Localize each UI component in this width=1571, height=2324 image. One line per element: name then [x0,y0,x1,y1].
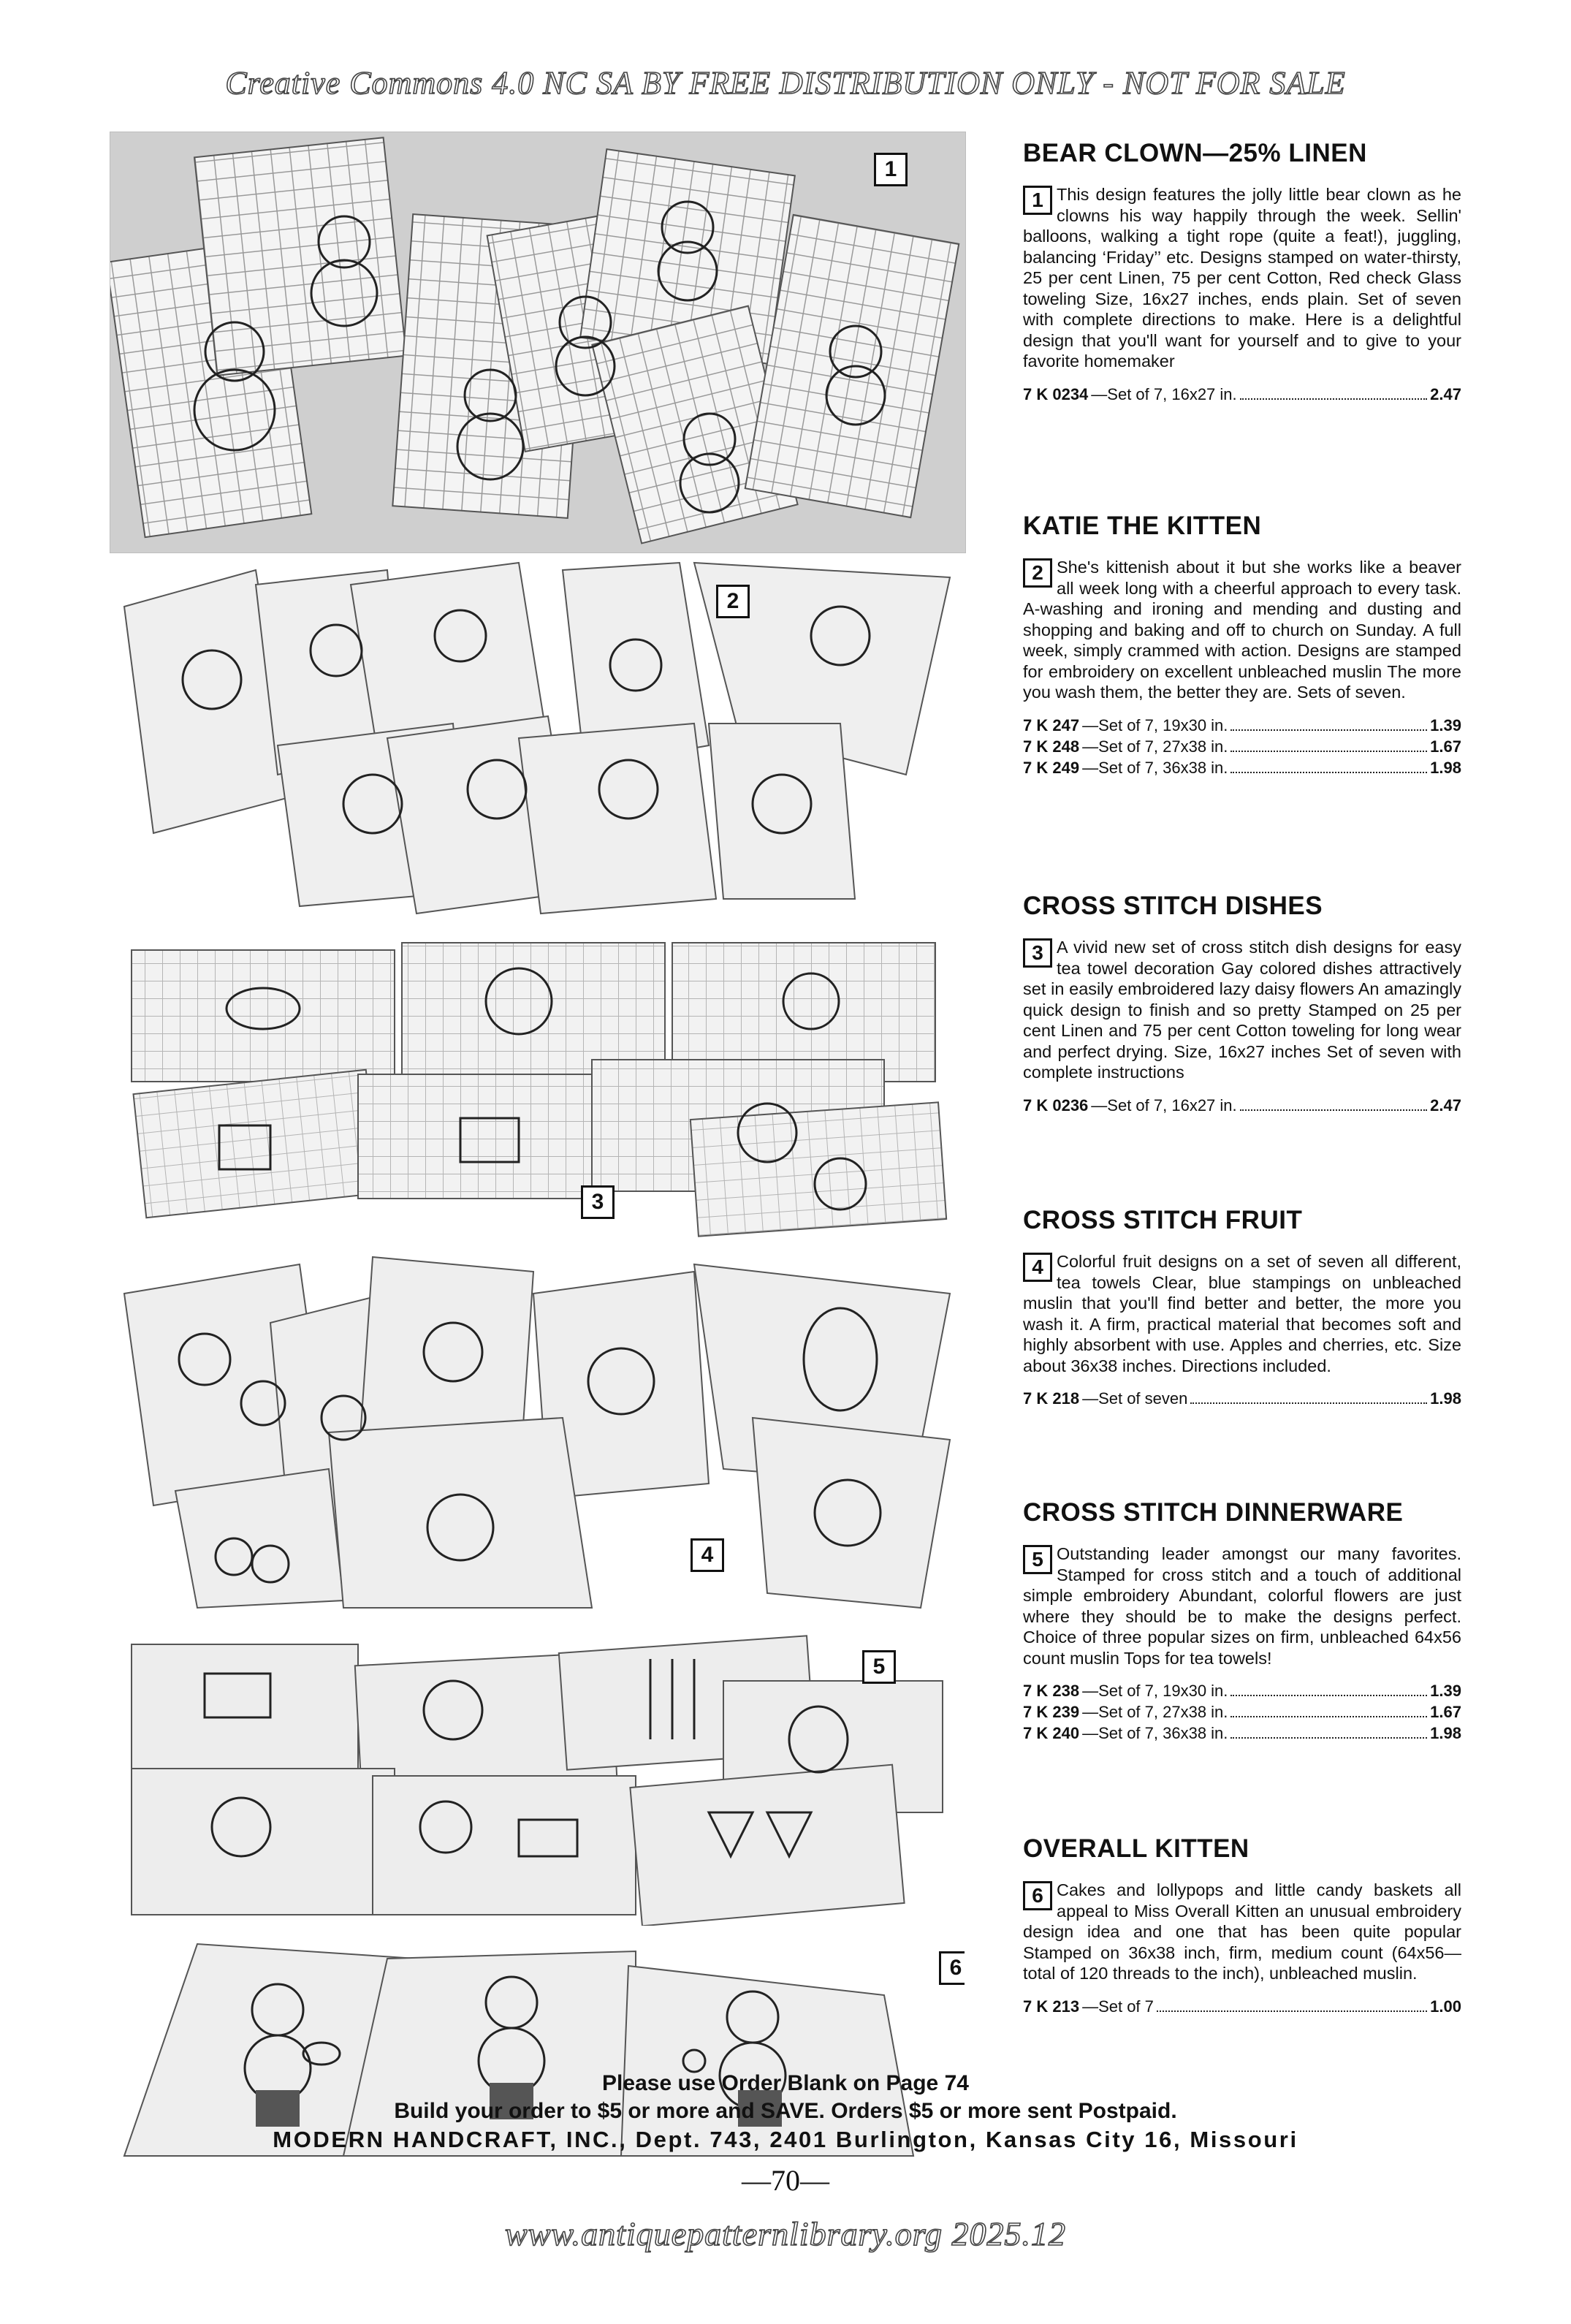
order-price: 2.47 [1430,384,1461,403]
item-number-box: 3 [1023,938,1052,968]
item-number-box: 4 [1023,1253,1052,1282]
dot-leader [1230,729,1427,731]
item-katie-the-kitten [1023,512,1461,778]
dot-leader [1230,1716,1427,1717]
dot-leader [1190,1402,1427,1404]
order-desc: —Set of 7, 27x38 in. [1082,1703,1228,1721]
cross-stitch-dishes-photo [110,928,965,1242]
item-description-text: Outstanding leader amongst our many favorites. Stamped for cross stitch and a touch of additional simple embroidery Abundant, colorful flowers are just where they should be to make the designs perfect. Choice of three popular sizes on firm, unbleached 64x56 count muslin Tops for tea towels! [1023,1544,1461,1668]
dot-leader [1230,772,1427,773]
item-overall-kitten [1023,1834,1461,2017]
photo-number-6: 6 [939,1951,965,1985]
order-price: 1.67 [1430,1703,1461,1721]
item-description-text: Cakes and lollypops and little candy baskets all appeal to Miss Overall Kitten an unusual embroidery design idea and one that has been quite popular Stamped on 36x38 inch, firm, medium count (64x56—total of 120 threads to the inch), unbleached muslin. [1023,1880,1461,1983]
cross-stitch-dishes-towels-image [110,928,965,1242]
page-number: —70— [742,2164,829,2197]
order-desc: —Set of 7 [1082,1997,1154,2016]
order-line [1023,1701,1461,1723]
katie-kitten-photo [110,555,965,924]
order-desc: —Set of 7, 16x27 in. [1091,1095,1237,1114]
order-code: 7 K 238 [1023,1682,1080,1700]
item-description [1023,1543,1461,1668]
order-desc: —Set of 7, 27x38 in. [1082,737,1228,756]
item-title: BEAR CLOWN—25% LINEN [1023,139,1367,167]
company-address: MODERN HANDCRAFT, INC., Dept. 743, 2401 Burlington, Kansas City 16, Missouri [273,2127,1298,2152]
order-line [1023,1723,1461,1744]
bear-clown-photo [110,132,966,553]
order-code: 7 K 0236 [1023,1095,1089,1114]
photo-number-1: 1 [874,153,908,186]
cross-stitch-fruit-towels-image [110,1250,965,1615]
order-blank-note: Please use Order Blank on Page 74 [602,2071,969,2095]
item-title: CROSS STITCH DINNERWARE [1023,1498,1404,1527]
library-url-banner: www.antiquepatternlibrary.org 2025.12 [505,2215,1066,2252]
order-line [1023,1095,1461,1116]
item-cross-stitch-fruit [1023,1206,1461,1409]
item-number-box: 5 [1023,1545,1052,1574]
dot-leader [1230,751,1427,752]
cross-stitch-fruit-photo [110,1250,965,1615]
order-line [1023,384,1461,405]
order-price: 1.00 [1430,1997,1461,2016]
order-price: 1.98 [1430,758,1461,777]
item-number-box: 6 [1023,1881,1052,1910]
photo-number-2: 2 [716,585,750,618]
item-title: KATIE THE KITTEN [1023,512,1262,540]
order-price: 1.39 [1430,715,1461,734]
bear-clown-towels-image [110,132,965,552]
item-description [1023,1251,1461,1376]
item-description [1023,1880,1461,1984]
item-title: CROSS STITCH DISHES [1023,892,1323,920]
item-number-box: 2 [1023,558,1052,588]
order-code: 7 K 239 [1023,1703,1080,1721]
order-price: 1.67 [1430,737,1461,756]
order-code: 7 K 0234 [1023,384,1089,403]
order-code: 7 K 247 [1023,715,1080,734]
photo-number-4: 4 [691,1538,724,1572]
photo-column [110,132,965,2032]
dot-leader [1240,1109,1428,1111]
item-cross-stitch-dishes [1023,892,1461,1116]
cross-stitch-dinnerware-photo [110,1630,965,1926]
dot-leader [1230,1737,1427,1739]
item-title: CROSS STITCH FRUIT [1023,1206,1303,1234]
item-number-box: 1 [1023,186,1052,215]
order-line [1023,1680,1461,1701]
item-description-text: This design features the jolly little bear clown as he clowns his way happily through the week. Sellin' balloons, walking a tight rope (quite a feat!), juggling, balancing ‘Friday’’ etc. Designs stamped on water-thirsty, 25 per cent Linen, 75 per cent Cotton, Red check Glass toweling Size, 16x27 inches, ends plain. Set of seven with complete directions to make. Here is a delightful design that you'll want for yourself and to give to your favorite homemaker [1023,185,1461,371]
order-code: 7 K 213 [1023,1997,1080,2016]
item-bear-clown [1023,139,1461,405]
order-desc: —Set of 7, 36x38 in. [1082,1724,1228,1742]
dot-leader [1157,2010,1427,2012]
item-description-text: Colorful fruit designs on a set of seven all different, tea towels Clear, blue stampings on unbleached muslin that you'll find better and better, the more you wash it. A firm, practical material that becomes soft and highly absorbent with use. Apples and cherries, etc. Size about 36x38 inches. Directions included. [1023,1252,1461,1375]
page-footer [0,2070,1571,2154]
order-desc: —Set of 7, 16x27 in. [1091,384,1237,403]
order-desc: —Set of 7, 19x30 in. [1082,1682,1228,1700]
order-price: 1.98 [1430,1724,1461,1742]
item-title: OVERALL KITTEN [1023,1834,1249,1863]
order-line [1023,757,1461,778]
item-description [1023,184,1461,372]
order-desc: —Set of seven [1082,1389,1188,1408]
order-desc: —Set of 7, 19x30 in. [1082,715,1228,734]
item-description-text: A vivid new set of cross stitch dish designs for easy tea towel decoration Gay colored dishes attractively set in easily embroidered lazy daisy flowers An amazingly quick design to finish and so pretty Stamped on 25 per cent Linen and 75 per cent Cotton toweling for long wear and perfect drying. Size, 16x27 inches Set of seven with complete instructions [1023,938,1461,1082]
item-cross-stitch-dinnerware [1023,1498,1461,1744]
order-desc: —Set of 7, 36x38 in. [1082,758,1228,777]
order-line [1023,1996,1461,2017]
katie-kitten-towels-image [110,555,965,924]
photo-number-5: 5 [862,1650,896,1684]
order-price: 1.39 [1430,1682,1461,1700]
postpaid-note: Build your order to $5 or more and SAVE. Orders $5 or more sent Postpaid. [394,2099,1177,2123]
order-line [1023,736,1461,757]
order-code: 7 K 248 [1023,737,1080,756]
dot-leader [1240,398,1428,400]
order-line [1023,715,1461,736]
license-banner: Creative Commons 4.0 NC SA BY FREE DISTRIBUTION ONLY - NOT FOR SALE [225,65,1346,101]
item-description [1023,937,1461,1083]
order-code: 7 K 218 [1023,1389,1080,1408]
order-code: 7 K 249 [1023,758,1080,777]
order-price: 1.98 [1430,1389,1461,1408]
order-code: 7 K 240 [1023,1724,1080,1742]
order-line [1023,1388,1461,1409]
dot-leader [1230,1695,1427,1696]
cross-stitch-dinnerware-towels-image [110,1630,965,1926]
photo-number-3: 3 [581,1185,615,1219]
order-price: 2.47 [1430,1095,1461,1114]
item-description [1023,557,1461,703]
item-description-text: She's kittenish about it but she works like a beaver all week long with a cheerful approach to every task. A-washing and ironing and mending and dusting and shopping and baking and off to church on Sunday. A full week, simply crammed with action. Designs are stamped for embroidery on excellent unbleached muslin The more you wash them, the better they are. Sets of seven. [1023,558,1461,702]
